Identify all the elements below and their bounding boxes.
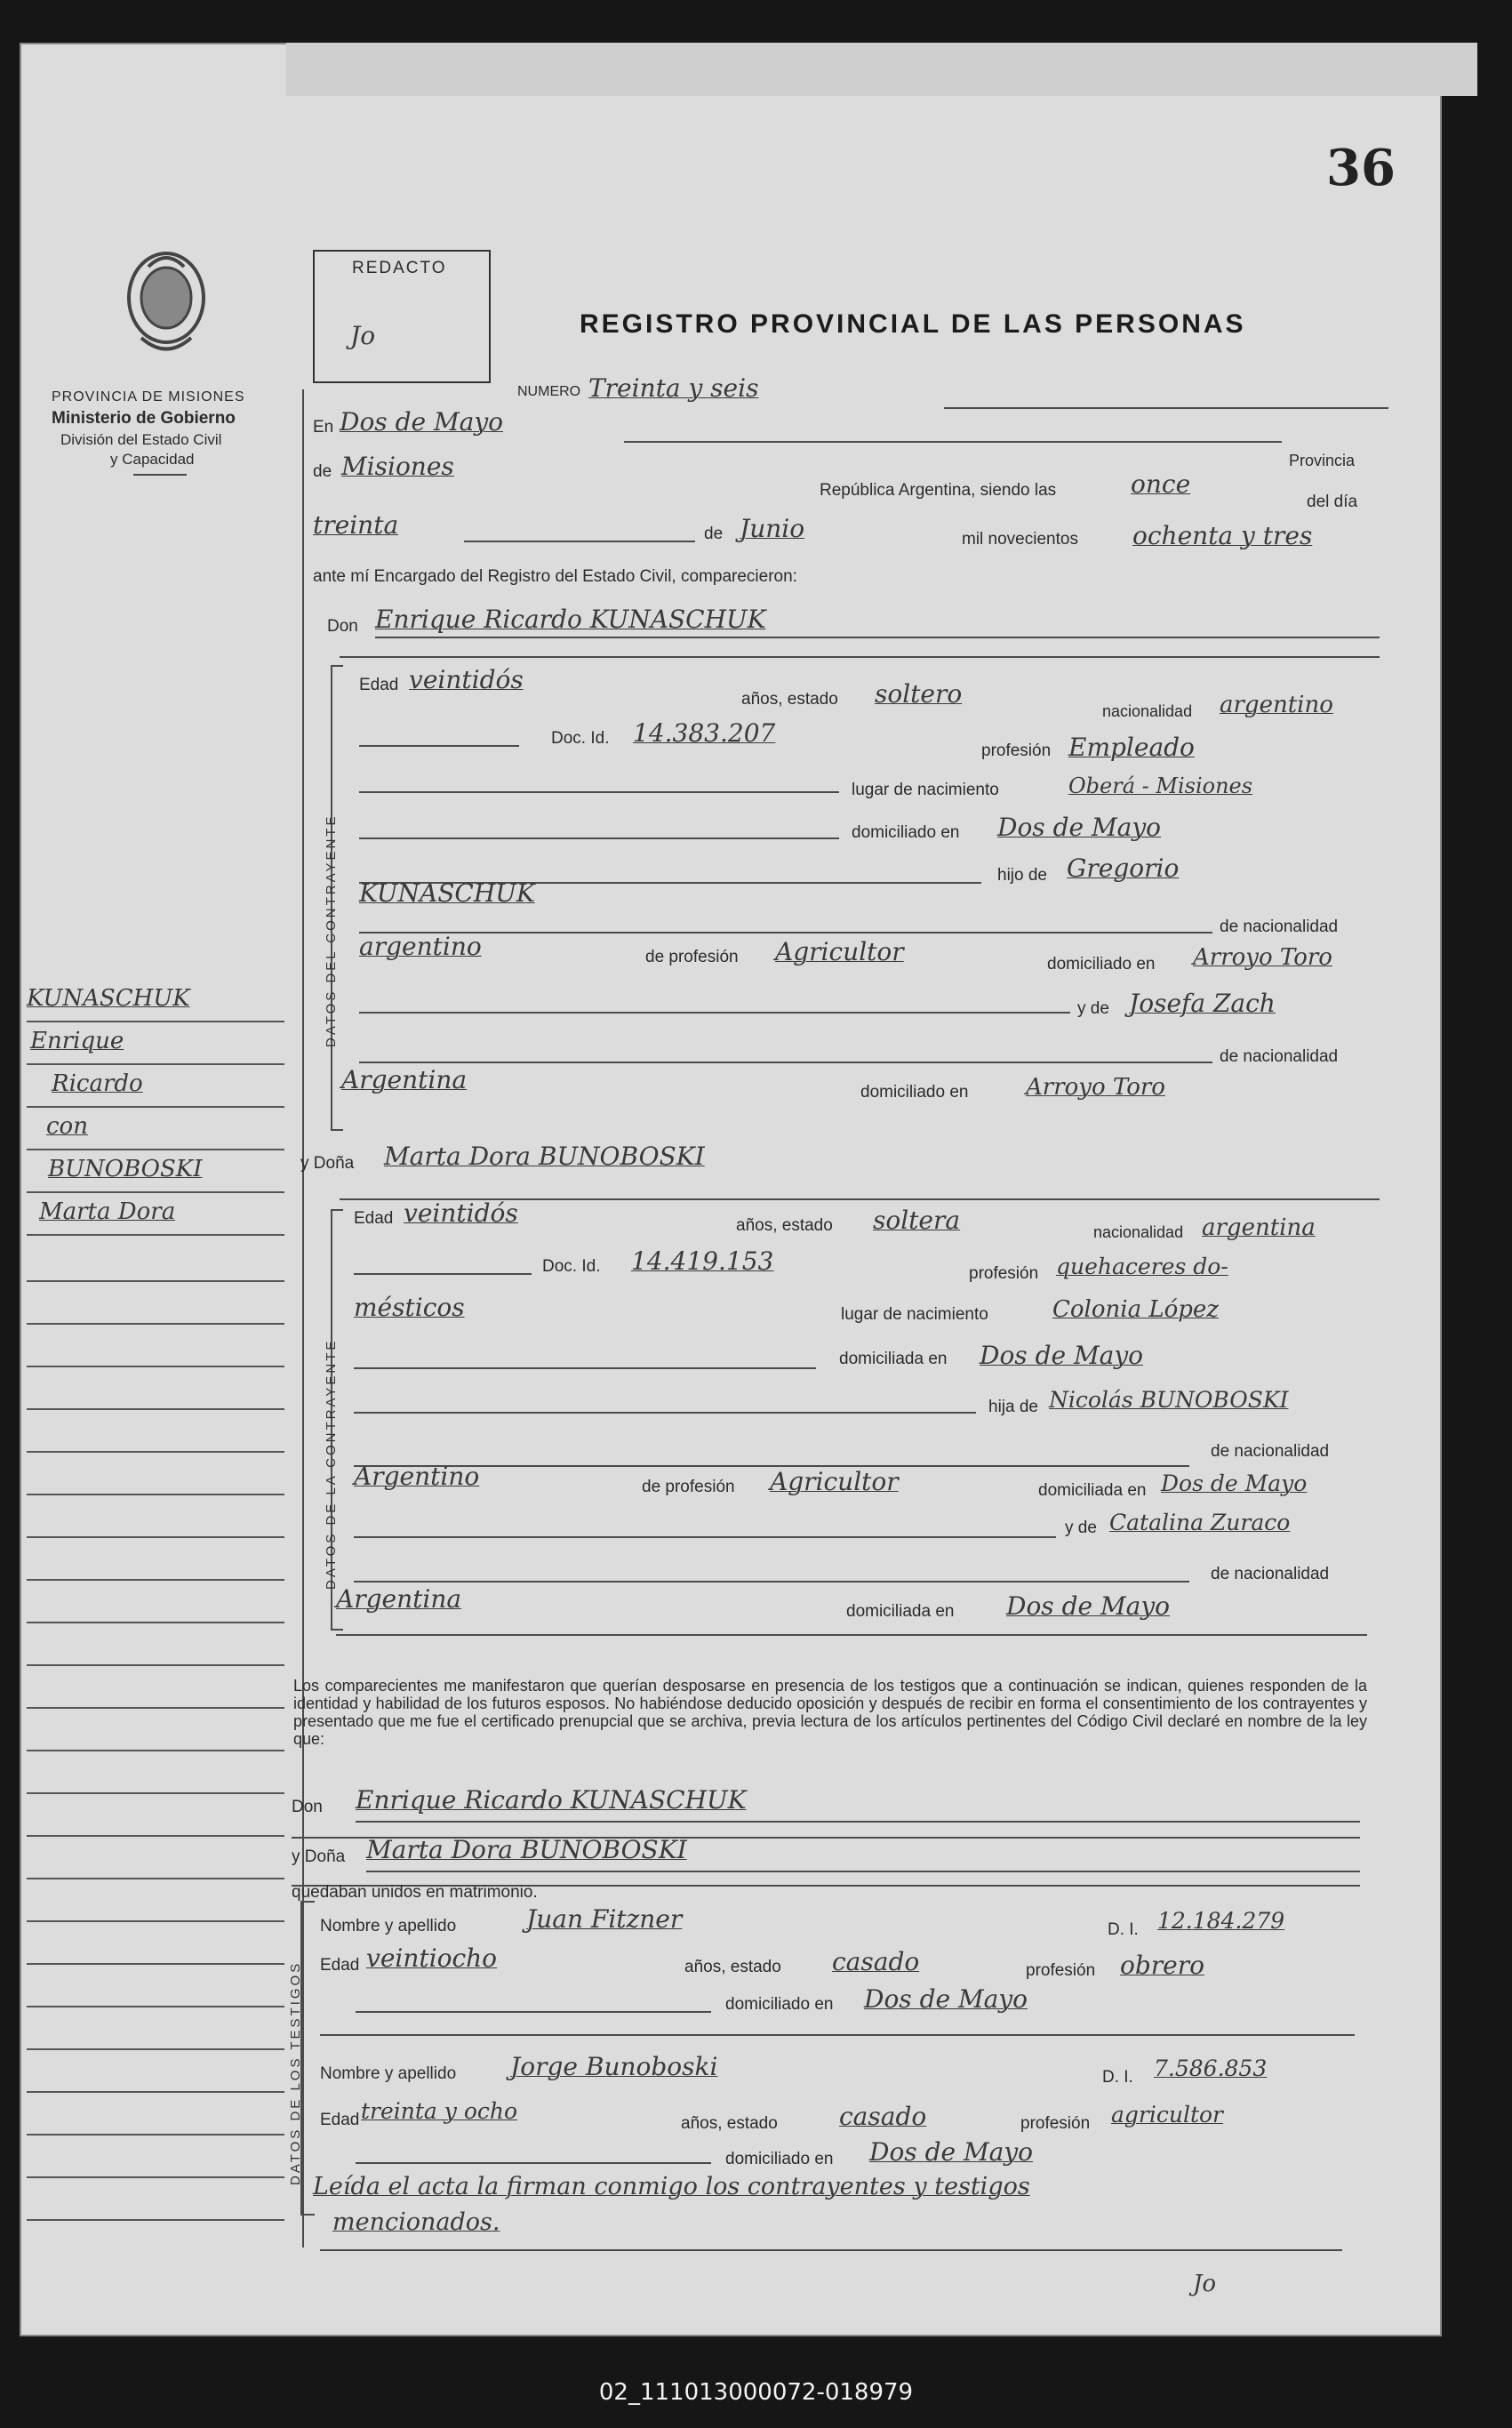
ca-profesion-value2: mésticos	[354, 1293, 465, 1322]
c-padre-value: Gregorio	[1067, 853, 1180, 883]
decl-dona-label: y Doña	[292, 1847, 346, 1866]
ca-nacionalidad-label: nacionalidad	[1093, 1223, 1184, 1241]
c-madre-value: Josefa Zach	[1129, 989, 1276, 1018]
quedaban-text: quedaban unidos en matrimonio.	[292, 1883, 538, 1902]
margin-note-line: con	[46, 1113, 88, 1140]
c-madre-dom-label: domiciliado en	[860, 1083, 969, 1102]
ca-hija-label: hija de	[988, 1398, 1038, 1416]
c-padre-dom: Arroyo Toro	[1193, 944, 1332, 971]
t2-dom-value: Dos de Mayo	[869, 2137, 1034, 2167]
ca-padre-dom-label: domiciliada en	[1038, 1481, 1147, 1500]
decl-dona-value: Marta Dora BUNOBOSKI	[366, 1835, 687, 1864]
t1-nombre-label: Nombre y apellido	[320, 1917, 457, 1935]
register-page	[20, 43, 1442, 2336]
ca-profesion-label: profesión	[969, 1264, 1039, 1283]
c-padre-nac: argentino	[359, 932, 482, 961]
margin-note-line: Marta Dora	[39, 1198, 176, 1225]
y-dona-label: y Doña	[300, 1154, 355, 1173]
t1-nombre-value: Juan Fitzner	[526, 1904, 683, 1934]
t2-domiciliado-label: domiciliado en	[725, 2150, 834, 2168]
c-edad-value: veintidós	[409, 665, 524, 694]
ca-madre-value: Catalina Zuraco	[1109, 1510, 1291, 1535]
redacto-label: REDACTO	[352, 259, 447, 277]
ca-profesion-value: quehaceres do-	[1056, 1254, 1228, 1279]
de-value: Misiones	[341, 452, 454, 481]
t1-profesion-label: profesión	[1026, 1961, 1096, 1980]
ca-nacionalidad-value: argentina	[1202, 1214, 1316, 1241]
c-doc-label: Doc. Id.	[551, 729, 610, 748]
numero-label: NUMERO	[517, 384, 581, 399]
encargado-signature: Jo	[1193, 2271, 1217, 2297]
ca-anos-label: años, estado	[736, 1216, 833, 1235]
t1-prof-value: obrero	[1120, 1951, 1204, 1980]
declaracion-text: Los comparecientes me manifestaron que querían desposarse en presencia de los testigos que a continuación se indican, quienes responden de la identidad y habilidad de los futuros esposos. No habiéndose deducido oposición y después de recibir en forma el consentimiento de los contrayentes y presentado que me fue el certificado prenupcial que se archiva, previa lectura de los artículos pertinentes del Código Civil declaré en nombre de la ley que:	[293, 1677, 1367, 1748]
t1-di-label: D. I.	[1108, 1920, 1139, 1939]
c-domicilio-value: Dos de Mayo	[997, 813, 1162, 842]
margin-note-line: Enrique	[30, 1028, 124, 1054]
ca-padre-nac: Argentino	[354, 1462, 480, 1491]
c-profesion-label: profesión	[981, 741, 1052, 760]
c-doc-value: 14.383.207	[633, 718, 776, 748]
contrayente-section-label: DATOS DEL CONTRAYENTE	[324, 813, 339, 1047]
c-hijo-label: hijo de	[997, 866, 1047, 885]
ca-lugar-label: lugar de nacimiento	[841, 1305, 988, 1324]
ante-label: ante mí Encargado del Registro del Estado Civil, comparecieron:	[313, 567, 797, 586]
c-de-nacionalidad-label: de nacionalidad	[1220, 918, 1339, 936]
redacto-box	[313, 250, 491, 383]
archive-code: 02_111013000072-018979	[598, 2379, 914, 2406]
t2-prof-value: agricultor	[1111, 2102, 1224, 2128]
ca-madre-dom: Dos de Mayo	[1006, 1591, 1171, 1621]
anio-value: ochenta y tres	[1132, 521, 1313, 550]
dona-value: Marta Dora BUNOBOSKI	[384, 1142, 705, 1171]
t2-anos-label: años, estado	[681, 2114, 778, 2133]
ca-lugar-value: Colonia López	[1052, 1296, 1219, 1323]
testigos-section-label: DATOS DE LOS TESTIGOS	[288, 1960, 303, 2185]
mes-value: Junio	[740, 514, 805, 543]
t1-estado-value: casado	[832, 1947, 920, 1976]
ca-padre-value: Nicolás BUNOBOSKI	[1049, 1387, 1289, 1413]
en-value: Dos de Mayo	[340, 407, 504, 437]
coat-of-arms-icon	[122, 249, 211, 365]
register-title: REGISTRO PROVINCIAL DE LAS PERSONAS	[580, 309, 1246, 339]
c-padre-dom-label: domiciliado en	[1047, 955, 1156, 974]
t1-anos-label: años, estado	[684, 1958, 781, 1976]
t2-nombre-label: Nombre y apellido	[320, 2064, 457, 2083]
page-top-strip	[286, 43, 1477, 96]
c-nacionalidad-label: nacionalidad	[1102, 702, 1193, 720]
c-domiciliado-label: domiciliado en	[852, 823, 960, 842]
c-madre-nac-label: de nacionalidad	[1220, 1047, 1339, 1066]
t2-edad-label: Edad	[320, 2111, 360, 2129]
ministry-label: Ministerio de Gobierno	[52, 409, 236, 428]
provincia-label: Provincia	[1289, 452, 1356, 469]
c-y-de-label: y de	[1077, 999, 1109, 1018]
redacto-initials: Jo	[350, 321, 376, 350]
c-estado-value: soltero	[875, 679, 963, 709]
c-madre-nac: Argentina	[341, 1065, 468, 1094]
ca-madre-dom-label: domiciliada en	[846, 1602, 955, 1621]
republica-label: República Argentina, siendo las	[820, 481, 1057, 500]
t2-estado-value: casado	[839, 2102, 927, 2131]
c-edad-label: Edad	[359, 676, 399, 694]
c-madre-dom: Arroyo Toro	[1026, 1074, 1165, 1101]
hora-value: once	[1131, 469, 1191, 499]
ca-estado-value: soltera	[873, 1206, 961, 1235]
en-label: En	[313, 418, 334, 437]
mil-label: mil novecientos	[962, 530, 1078, 549]
t1-di-value: 12.184.279	[1157, 1908, 1285, 1934]
don-value: Enrique Ricardo KUNASCHUK	[375, 605, 766, 634]
de2-label: de	[704, 525, 724, 543]
t1-dom-value: Dos de Mayo	[864, 1984, 1028, 2014]
t1-domiciliado-label: domiciliado en	[725, 1995, 834, 2014]
de-label: de	[313, 462, 332, 481]
page-number: 36	[1326, 139, 1396, 197]
ca-padre-dom: Dos de Mayo	[1161, 1470, 1308, 1496]
c-padre-prof: Agricultor	[775, 937, 904, 966]
t1-edad-value: veintiocho	[366, 1943, 498, 1973]
ca-madre-nac: Argentina	[336, 1584, 462, 1614]
t2-profesion-label: profesión	[1020, 2114, 1091, 2133]
ca-edad-value: veintidós	[404, 1198, 518, 1228]
contrayenta-section-label: DATOS DE LA CONTRAYENTE	[324, 1338, 339, 1590]
capacity-label: y Capacidad	[110, 451, 195, 468]
c-de-profesion-label: de profesión	[645, 948, 739, 966]
ca-doc-label: Doc. Id.	[542, 1257, 601, 1276]
t2-di-label: D. I.	[1102, 2068, 1133, 2087]
decl-don-value: Enrique Ricardo KUNASCHUK	[356, 1785, 747, 1815]
margin-note-line: Ricardo	[52, 1070, 143, 1097]
ca-padre-prof: Agricultor	[770, 1467, 899, 1496]
province-label: PROVINCIA DE MISIONES	[52, 389, 245, 405]
t2-nombre-value: Jorge Bunoboski	[510, 2052, 718, 2081]
ca-de-nacionalidad-label: de nacionalidad	[1211, 1442, 1330, 1461]
ca-doc-value: 14.419.153	[631, 1246, 774, 1276]
decl-don-label: Don	[292, 1798, 323, 1816]
dia-value: treinta	[313, 510, 399, 540]
c-anos-label: años, estado	[741, 690, 838, 709]
t1-edad-label: Edad	[320, 1956, 360, 1975]
c-lugar-value: Oberá - Misiones	[1068, 773, 1253, 798]
cierre-line2: mencionados.	[332, 2208, 500, 2236]
ca-edad-label: Edad	[354, 1209, 394, 1228]
division-label: División del Estado Civil	[60, 431, 222, 448]
c-padre-apellido: KUNASCHUK	[359, 878, 535, 908]
don-label: Don	[327, 617, 358, 636]
c-lugar-label: lugar de nacimiento	[852, 781, 999, 799]
c-nacionalidad-value: argentino	[1220, 692, 1333, 718]
t2-edad-value: treinta y ocho	[361, 2098, 518, 2124]
ca-domicilio-value: Dos de Mayo	[980, 1341, 1144, 1370]
del-dia-label: del día	[1307, 493, 1358, 511]
margin-note-line: KUNASCHUK	[27, 985, 190, 1012]
ca-y-de-label: y de	[1065, 1519, 1097, 1537]
ca-madre-nac-label: de nacionalidad	[1211, 1565, 1330, 1583]
t2-di-value: 7.586.853	[1154, 2055, 1268, 2081]
ca-domiciliada-label: domiciliada en	[839, 1350, 948, 1368]
numero-value: Treinta y seis	[588, 373, 759, 403]
c-profesion-value: Empleado	[1068, 733, 1195, 762]
cierre-line1: Leída el acta la firman conmigo los contrayentes y testigos	[313, 2173, 1030, 2200]
margin-note-line: BUNOBOSKI	[48, 1156, 203, 1182]
ca-de-profesion-label: de profesión	[642, 1478, 735, 1496]
